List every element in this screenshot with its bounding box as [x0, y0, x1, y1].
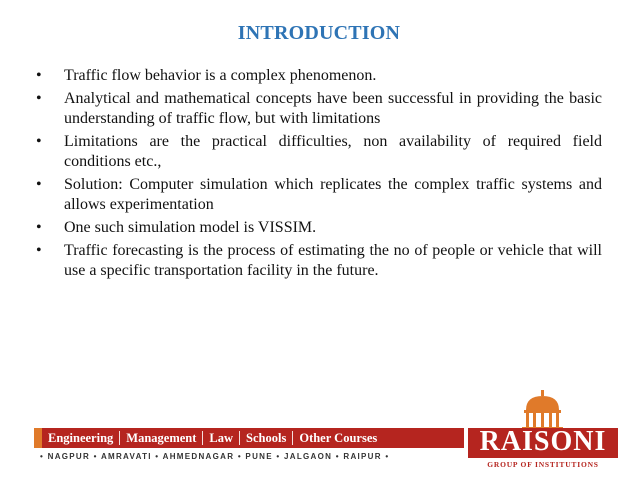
bullet-text: Traffic forecasting is the process of estimating the no of people or vehicle that will use a specific transportation facility in the future.: [64, 242, 602, 279]
bullet-dot: •: [36, 176, 42, 193]
slide-footer: [0, 386, 638, 478]
footer-cities: • NAGPUR • AMRAVATI • AHMEDNAGAR • PUNE • JALGAON • RAIPUR •: [40, 452, 390, 461]
footer-nav-bar: [34, 428, 464, 448]
raisoni-logo: [464, 386, 624, 476]
nav-divider: [239, 431, 240, 445]
bullet-list: [34, 66, 602, 284]
nav-schools: Schools: [246, 430, 287, 445]
bullet-dot: •: [36, 133, 42, 150]
logo-tagline: GROUP OF INSTITUTIONS: [487, 460, 599, 469]
bullet-item: [34, 66, 602, 86]
nav-divider: [292, 431, 293, 445]
bullet-text: One such simulation model is VISSIM.: [64, 219, 317, 236]
bullet-dot: •: [36, 90, 42, 107]
slide-title: INTRODUCTION: [237, 22, 401, 44]
bullet-text: Traffic flow behavior is a complex phenomenon.: [64, 67, 377, 84]
bullet-dot: •: [36, 219, 42, 236]
logo-name: RAISONI: [479, 426, 607, 457]
nav-engineering: Engineering: [48, 430, 114, 445]
nav-divider: [119, 431, 120, 445]
nav-law: Law: [209, 430, 234, 445]
bullet-dot: •: [36, 242, 42, 259]
bullet-item: [34, 218, 602, 238]
dome-building-icon: [464, 386, 624, 430]
nav-management: Management: [126, 430, 197, 445]
bullet-text: Limitations are the practical difficulties, non availability of required field conditions etc.,: [64, 133, 602, 170]
nav-other-courses: Other Courses: [299, 430, 378, 445]
bullet-dot: •: [36, 67, 42, 84]
nav-divider: [202, 431, 203, 445]
bullet-item: [34, 175, 602, 215]
bullet-item: [34, 132, 602, 172]
bullet-item: [34, 241, 602, 281]
bullet-item: [34, 89, 602, 129]
nav-accent-stripe: [34, 428, 42, 448]
bullet-text: Solution: Computer simulation which replicates the complex traffic systems and allows experimentation: [64, 176, 602, 213]
bullet-text: Analytical and mathematical concepts have been successful in providing the basic understanding of traffic flow, but with limitations: [64, 90, 602, 127]
